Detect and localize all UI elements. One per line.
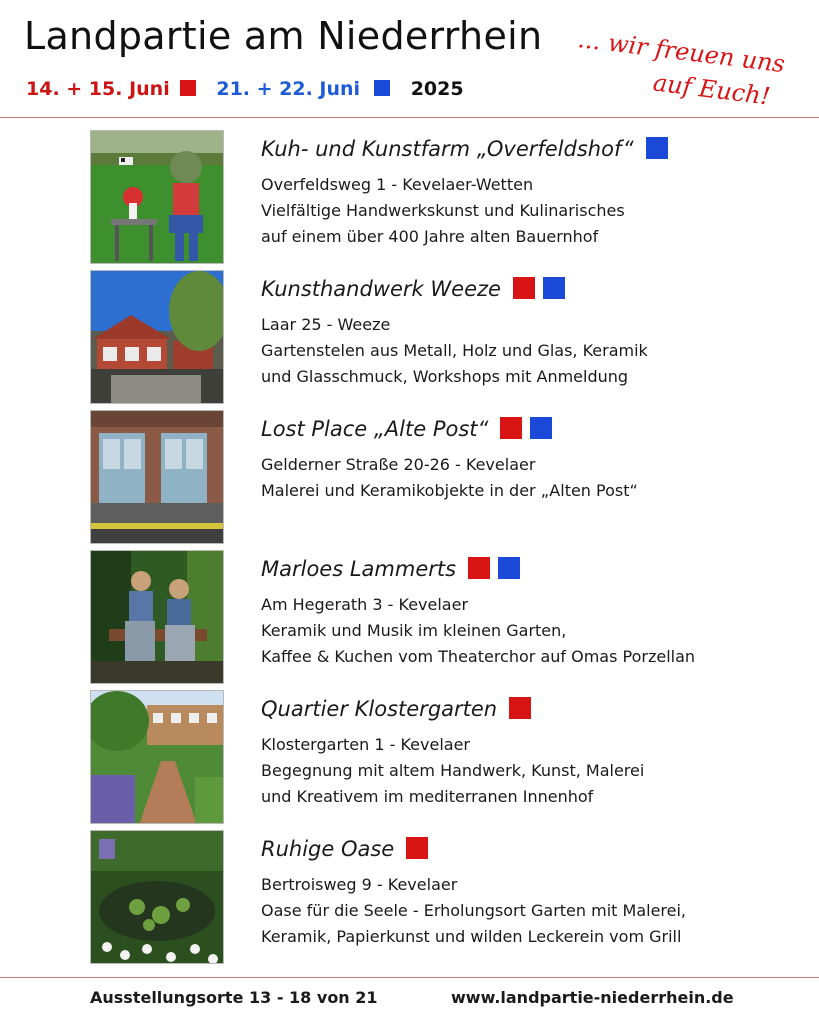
venue-name-text: Kuh- und Kunstfarm „Overfeldshof“ [261, 137, 634, 161]
venue-name-text: Lost Place „Alte Post“ [261, 417, 489, 441]
dates-line [26, 78, 464, 100]
venue-name-text: Ruhige Oase [261, 837, 395, 861]
venue-description: Keramik, Papierkunst und wilden Leckerein vom Grill [261, 927, 682, 946]
venue-address: Overfeldsweg 1 - Kevelaer-Wetten [261, 175, 534, 194]
venue-address: Am Hegerath 3 - Kevelaer [261, 595, 469, 614]
venue-name [261, 694, 781, 724]
venue-name-text: Kunsthandwerk Weeze [261, 277, 501, 301]
venue-info [261, 690, 781, 810]
venue-address: Klostergarten 1 - Kevelaer [261, 735, 471, 754]
venue-description: und Glasschmuck, Workshops mit Anmeldung [261, 367, 629, 386]
venue-address: Laar 25 - Weeze [261, 315, 391, 334]
venue-name-text: Marloes Lammerts [261, 557, 457, 581]
venue-entry [90, 550, 790, 684]
venue-entry [90, 830, 790, 964]
venue-entry [90, 130, 790, 264]
venue-name [261, 554, 781, 584]
venue-entry [90, 410, 790, 544]
venue-name [261, 134, 781, 164]
weekend-1-marker [406, 837, 428, 859]
venue-address: Bertroisweg 9 - Kevelaer [261, 875, 458, 894]
venue-photo-lammerts [90, 550, 224, 684]
venue-info [261, 270, 781, 390]
venue-entry [90, 270, 790, 404]
year: 2025 [410, 78, 464, 100]
venue-info [261, 830, 781, 950]
venue-name [261, 834, 781, 864]
venue-description: Begegnung mit altem Handwerk, Kunst, Malerei [261, 761, 645, 780]
venue-name [261, 414, 781, 444]
venue-photo-oase [90, 830, 224, 964]
venue-description: Kaffee & Kuchen vom Theaterchor auf Omas Porzellan [261, 647, 696, 666]
weekend-1-marker [513, 277, 535, 299]
tagline [572, 22, 809, 118]
weekend-1-marker [500, 417, 522, 439]
weekend-1-marker [509, 697, 531, 719]
venue-entry [90, 690, 790, 824]
venue-photo-farm [90, 130, 224, 264]
weekend-2-marker [646, 137, 668, 159]
venue-info [261, 410, 781, 504]
venue-info [261, 550, 781, 670]
venue-photo-alte-post [90, 410, 224, 544]
weekend-2-marker [498, 557, 520, 579]
venue-description: Vielfältige Handwerkskunst und Kulinarisches [261, 201, 625, 220]
venue-photo-weeze [90, 270, 224, 404]
venue-photo-klostergarten [90, 690, 224, 824]
weekend-2-marker [530, 417, 552, 439]
weekend-2-marker [543, 277, 565, 299]
venue-name [261, 274, 781, 304]
tagline-line-2: auf Euch! [651, 68, 772, 111]
venue-description: Malerei und Keramikobjekte in der „Alten Post“ [261, 481, 638, 500]
footer-website-link[interactable]: www.landpartie-niederrhein.de [451, 988, 734, 1007]
venue-name-text: Quartier Klostergarten [261, 697, 498, 721]
venue-description: und Kreativem im mediterranen Innenhof [261, 787, 594, 806]
header-divider [0, 117, 819, 118]
venue-description: Keramik und Musik im kleinen Garten, [261, 621, 567, 640]
weekend-1-dates: 14. + 15. Juni [26, 78, 170, 100]
venue-description: Gartenstelen aus Metall, Holz und Glas, Keramik [261, 341, 648, 360]
tagline-line-1: ... wir freuen uns [576, 24, 787, 79]
weekend-2-dates: 21. + 22. Juni [216, 78, 361, 100]
footer-divider [0, 977, 819, 978]
page-title: Landpartie am Niederrhein [24, 14, 543, 58]
weekend-1-marker [180, 80, 196, 96]
weekend-2-marker [374, 80, 390, 96]
venue-description: auf einem über 400 Jahre alten Bauernhof [261, 227, 599, 246]
venue-address: Gelderner Straße 20-26 - Kevelaer [261, 455, 536, 474]
venue-info [261, 130, 781, 250]
footer-locations-count: Ausstellungsorte 13 - 18 von 21 [90, 988, 378, 1007]
weekend-1-marker [468, 557, 490, 579]
venue-description: Oase für die Seele - Erholungsort Garten mit Malerei, [261, 901, 687, 920]
